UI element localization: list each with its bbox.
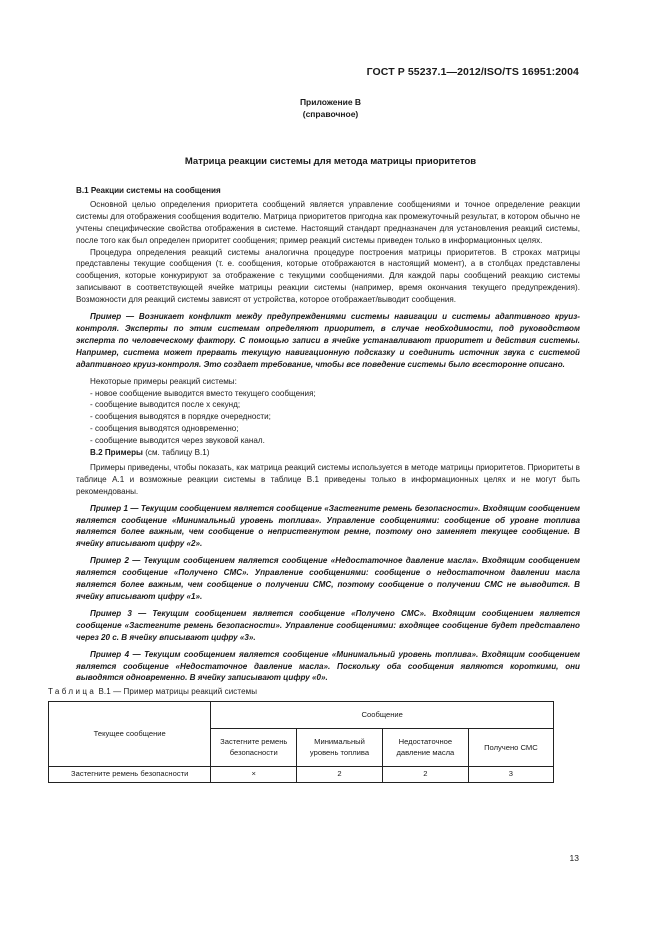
section-heading-b2: В.2 Примеры (см. таблицу В.1) bbox=[90, 448, 210, 458]
example-3: Пример 3 — Текущим сообщением является сообщение «Получено СМС». Входящим сообщением является сообщение «Застегните ремень безопасности». Управление сообщениями: входящее сообщение будет представлено через 20 с. В ячейку вписывают цифру «3». bbox=[76, 608, 580, 642]
body-text bbox=[48, 185, 580, 783]
table-row bbox=[49, 767, 554, 783]
example-0: Пример — Возникает конфликт между предупреждениями системы навигации и системы адаптивного круиз-контроля. Эксперты по этим системам определяют приоритет, в случае необходимости, под руководством эксперта по человеческому фактору. С помощью записи в ячейке устанавливают приоритет и действия системы. Например, система может прервать текущую навигационную подсказку и соединить источник звука с системой адаптивного круиз-контроля. Это создает требование, чтобы все поведение системы было всесторонне описано. bbox=[76, 312, 580, 369]
table-cell: 3 bbox=[468, 767, 553, 783]
paragraph-2: Процедура определения реакций системы аналогична процедуре построения матрицы приоритетов. В строках матрицы представлены текущие сообщения (т. е. сообщения, которые отображаются в настоящий момент), а в столбцах представлены сообщения, которые конкурируют за отображение с текущими сообщениями. Для каждой пары сообщений реакцию системы записывают в соответствующей ячейке матрицы реакции системы (например, время окончания текущего предупреждения). Возможности для реакций системы зависят от устройства, которое отображает/выводит сообщения. bbox=[76, 247, 580, 305]
table-cell: × bbox=[211, 767, 297, 783]
row-label-cell: Застегните ремень безопасности bbox=[49, 767, 211, 783]
example-4: Пример 4 — Текущим сообщением является сообщение «Минимальный уровень топлива». Входящим сообщением является сообщение «Недостаточное давление масла». Поскольку оба сообщения являются короткими, они выводятся одновременно. В ячейку записывают цифру «0». bbox=[76, 649, 580, 683]
row-header-cell: Текущее сообщение bbox=[49, 702, 211, 767]
example-1: Пример 1 — Текущим сообщением является сообщение «Застегните ремень безопасности». Входящим сообщением является сообщение «Минимальный уровень топлива». Управление сообщениями: сообщение об уровне топлива является более важным, чем сообщение о непристегнутом ремне, поэтому оно заменяет текущее сообщение. В ячейку вписывают цифру «2». bbox=[76, 503, 580, 549]
list-item: - сообщения выводятся одновременно; bbox=[90, 424, 239, 434]
table-cell: 2 bbox=[297, 767, 383, 783]
list-item: - сообщение выводится после x секунд; bbox=[90, 400, 241, 410]
page-title: Матрица реакции системы для метода матрицы приоритетов bbox=[184, 156, 477, 167]
table-caption: Таблица В.1 — Пример матрицы реакций системы bbox=[48, 687, 258, 697]
reaction-matrix-table bbox=[48, 701, 554, 783]
section-heading-b1: В.1 Реакции системы на сообщения bbox=[76, 186, 221, 195]
list-item: - сообщение выводится через звуковой канал. bbox=[90, 436, 265, 446]
example-2: Пример 2 — Текущим сообщением является сообщение «Недостаточное давление масла». Входящим сообщением является сообщение «Получено СМС». Управление сообщениями: сообщение о недостаточном давлении масла является более важным, чем сообщение о получении СМС, поэтому сообщение о получении СМС не выводится. В ячейку вписывают цифру «1». bbox=[76, 556, 580, 601]
appendix-label: Приложение В bbox=[299, 97, 362, 107]
paragraph-3: Примеры приведены, чтобы показать, как матрица реакций системы используется в методе матрицы приоритетов. Приоритеты в таблице А.1 и возможные реакции системы в таблице В.1 приведены только в информационных целях и не могут быть рекомендованы. bbox=[76, 462, 580, 496]
list-item: - новое сообщение выводится вместо текущего сообщения; bbox=[90, 388, 316, 398]
group-header-cell: Сообщение bbox=[211, 702, 554, 729]
appendix-type: (справочное) bbox=[302, 109, 359, 119]
list-intro: Некоторые примеры реакций системы: bbox=[90, 376, 237, 386]
column-header: Минимальный уровень топлива bbox=[297, 729, 383, 767]
column-header: Получено СМС bbox=[468, 729, 553, 767]
column-header: Застегните ремень безопасности bbox=[211, 729, 297, 767]
paragraph-1: Основной целью определения приоритета сообщений является управление сообщениями и точное определение реакции системы для отображения сообщения водителю. Матрица приоритетов пригодна как промежуточный результат, в котором обычно не учтены специфические свойства отображения в системе. Настоящий стандарт предназначен для установления реакций системы, после того как был определен приоритет сообщения; пример реакций системы приведен только в информационных целях. bbox=[76, 199, 580, 245]
page-number: 13 bbox=[569, 853, 579, 863]
list-item: - сообщения выводятся в порядке очередности; bbox=[90, 412, 271, 422]
column-header: Недостаточное давление масла bbox=[382, 729, 468, 767]
table-cell: 2 bbox=[382, 767, 468, 783]
document-code: ГОСТ Р 55237.1—2012/ISO/TS 16951:2004 bbox=[366, 66, 579, 78]
